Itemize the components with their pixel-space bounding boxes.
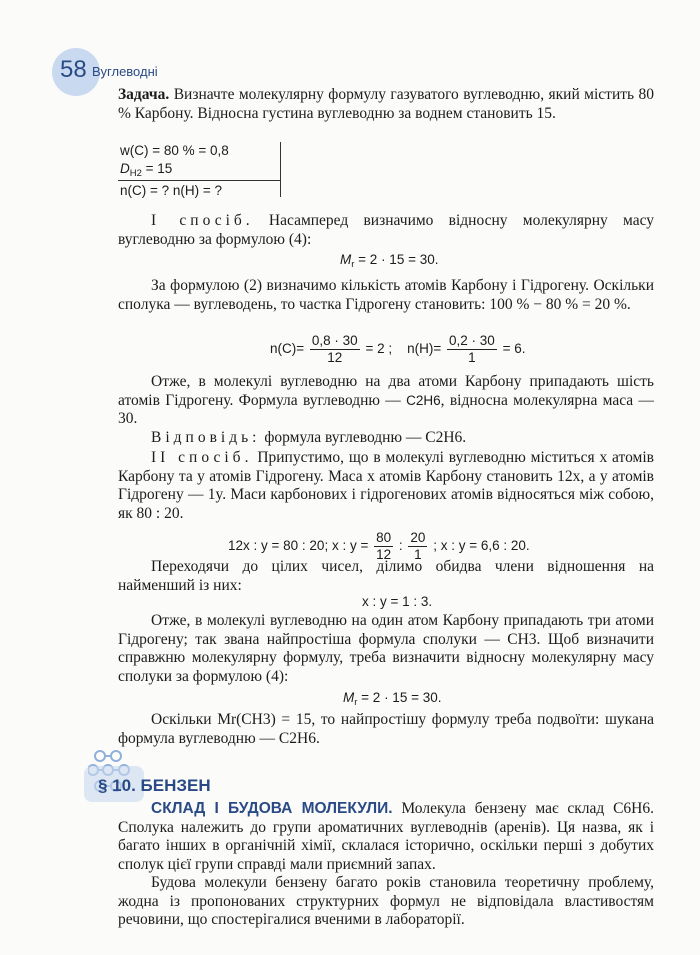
method2-eq2: x : y = 1 : 3. [362,594,433,609]
method2-p2: Переходячи до цілих чисел, ділимо обидва члени відношення на найменший із них: [118,558,654,594]
p3-a: Отже, в молекулі вуглеводню на два атоми Карбону припадають шість атомів Гідрогену. Формула вуглеводню — [118,373,654,409]
eq2-nh-res: = 6. [502,341,526,357]
method1-answer [118,429,654,448]
eq-f2-num: 20 [410,530,426,545]
page-number: 58 [60,56,87,83]
method2-eq3 [343,690,442,708]
method1-eq1 [340,252,439,270]
section-p1-text: Молекула бензену має склад C6H6. Сполука належить до групи ароматичних вуглеводнів (аренів). Ця назва, як і багато інших в органічній хімії, склалася історично, оскільки перші з добутих сполук цієї групи справді мали приємний запах. [118,800,654,873]
p3-formula: C2H6 [406,392,441,408]
eq2-nh-fraction [447,333,497,366]
eq1-sub: r [351,259,355,270]
task-label: Задача. [118,86,170,103]
chapter-title: Вуглеводні [92,64,158,79]
eq-f1-den: 12 [376,547,392,562]
section-p2: Будова молекули бензену багато років становила теоретичну проблему, жодна із пропонованих структурних формул не відповідала властивостям речовини, що спостерігалися вченими в лабораторії. [118,874,654,928]
method2-p4: Оскільки Mr(CH3) = 15, то найпростішу формулу треба подвоїти: шукана формула вуглеводню — C2H6. [118,711,654,747]
eq1-rhs: = 2 · 15 = 30. [358,252,439,267]
method2-p3: Отже, в молекулі вуглеводню на один атом Карбону припадають три атоми Гідрогену; так звана найпростіша формула сполуки — CH3. Щоб визначити справжню молекулярну формулу, треба визначити відносну молекулярну масу сполуки за формулою (4): [118,612,654,685]
eq2-nc-num: 0,8 · 30 [311,333,358,348]
p3-b: , відносна молекулярна маса — 30. [118,391,655,427]
eq2-nc: n(C)= [270,341,305,357]
given-d-sub: H2 [129,168,142,179]
eq2-nc-fraction [310,333,360,366]
eq-f1-num: 80 [376,530,392,545]
given-d-prefix: D [120,161,130,176]
task-paragraph [118,86,654,123]
section-p1 [118,800,654,874]
eq2-nh-den: 1 [468,350,476,365]
eq-ratio-a: 12x : y = 80 : 20; x : y = [228,538,369,554]
method1-intro [118,212,654,249]
eq3-sub: r [354,697,358,708]
section-title: § 10. БЕНЗЕН [98,776,211,795]
given-d-value: = 15 [145,161,173,176]
eq1-m: M [340,252,352,267]
method1-eq2 [270,333,525,366]
given-divider [118,180,280,181]
eq-colon: : [398,538,403,554]
eq-ratio-b: ; x : y = 6,6 : 20. [433,538,530,554]
eq2-nc-res: = 2 ; [365,341,393,357]
method2-label: ІІ спосіб. [151,449,253,466]
eq3-rhs: = 2 · 15 = 30. [361,690,442,705]
answer-label: Відповідь: [151,429,261,446]
method1-p2: За формулою (2) визначимо кількість атомів Карбону і Гідрогену. Оскільки сполука — вуглеводень, то частка Гідрогену становить: 100 % − 80 % = 20 %. [118,277,654,313]
eq-f2-den: 1 [414,547,422,562]
eq3-m: M [343,690,355,705]
eq2-nh: n(H)= [407,341,442,357]
given-w: w(C) = 80 % = 0,8 [120,143,229,158]
method1-text: Насамперед визначимо відносну молекулярну масу вуглеводню за формулою (4): [118,212,655,248]
given-block [118,142,281,197]
section-subtitle: СКЛАД І БУДОВА МОЛЕКУЛИ. [151,800,393,817]
method2-intro [118,449,654,523]
answer-text: формула вуглеводню — C2H6. [264,429,467,446]
method2-text: Припустимо, що в молекулі вуглеводню міститься x атомів Карбону та y атомів Гідрогену. Маса x атомів Карбону становить 12x, а y атомів Гідрогену — 1y. Маси карбонових і гідрогенових атомів відносяться між собою, як 80 : 20. [118,449,654,522]
given-density [120,161,173,179]
eq2-nh-num: 0,2 · 30 [449,333,495,348]
method1-p3 [118,373,654,429]
given-find: n(C) = ? n(H) = ? [120,183,223,198]
method1-label: І спосіб. [151,212,254,229]
task-text: Визначте молекулярну формулу газуватого вуглеводню, який містить 80 % Карбону. Відносна густина вуглеводню за воднем становить 15. [118,86,655,122]
eq2-nc-den: 12 [327,350,343,365]
